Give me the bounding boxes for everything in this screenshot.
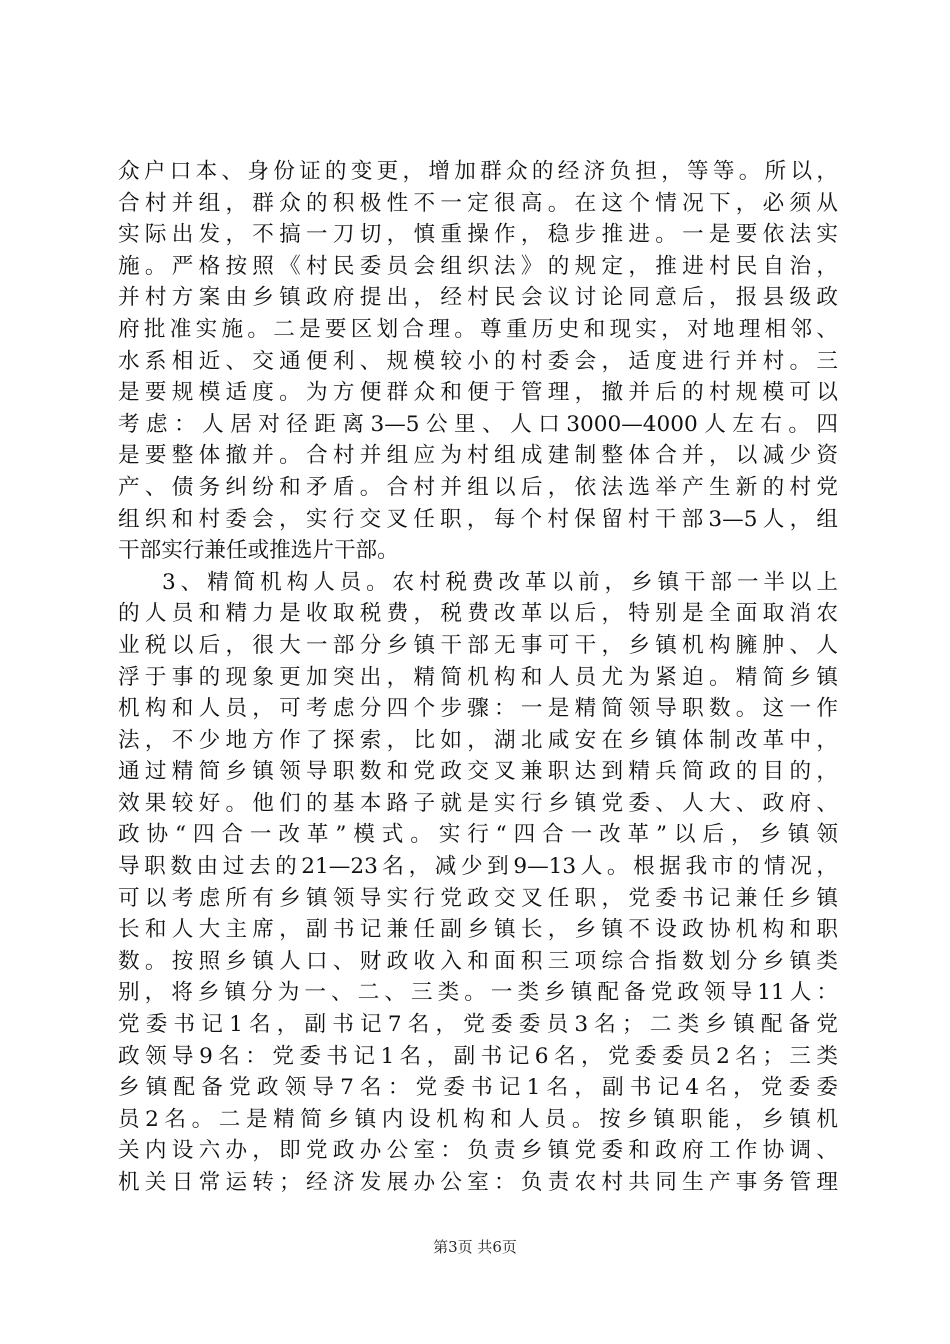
text-line: 机构和人员，可考虑分四个步骤：一是精简领导职数。这一作 bbox=[118, 696, 838, 722]
text-line: 产、债务纠纷和矛盾。合村并组以后，依法选举产生新的村党 bbox=[118, 474, 838, 500]
text-line: 党委书记1名，副书记7名，党委委员3名；二类乡镇配备党 bbox=[118, 1012, 838, 1038]
text-line: 施。严格按照《村民委员会组织法》的规定，推进村民自治， bbox=[118, 253, 838, 279]
text-line: 别，将乡镇分为一、二、三类。一类乡镇配备党政领导11人： bbox=[118, 980, 838, 1006]
text-line: 效果较好。他们的基本路子就是实行乡镇党委、人大、政府、 bbox=[118, 790, 838, 816]
page-footer bbox=[0, 1236, 950, 1257]
text-line: 乡镇配备党政领导7名：党委书记1名，副书记4名，党委委 bbox=[118, 1075, 838, 1101]
text-line: 政领导9名：党委书记1名，副书记6名，党委委员2名；三类 bbox=[118, 1043, 838, 1069]
text-line: 府批准实施。二是要区划合理。尊重历史和现实，对地理相邻、 bbox=[118, 316, 838, 342]
text-line: 通过精简乡镇领导职数和党政交叉兼职达到精兵简政的目的， bbox=[118, 759, 838, 785]
text-line: 数。按照乡镇人口、财政收入和面积三项综合指数划分乡镇类 bbox=[118, 948, 838, 974]
text-line: 水系相近、交通便利、规模较小的村委会，适度进行并村。三 bbox=[118, 348, 838, 374]
text-line: 机关日常运转；经济发展办公室：负责农村共同生产事务管理 bbox=[118, 1170, 838, 1195]
text-line: 并村方案由乡镇政府提出，经村民会议讨论同意后，报县级政 bbox=[118, 285, 838, 311]
text-line: 3、精简机构人员。农村税费改革以前，乡镇干部一半以上 bbox=[162, 569, 838, 595]
text-line: 业税以后，很大一部分乡镇干部无事可干，乡镇机构臃肿、人 bbox=[118, 632, 838, 658]
text-line: 长和人大主席，副书记兼任副乡镇长，乡镇不设政协机构和职 bbox=[118, 917, 838, 943]
text-line: 众户口本、身份证的变更，增加群众的经济负担，等等。所以， bbox=[118, 159, 838, 184]
text-line: 员2名。二是精简乡镇内设机构和人员。按乡镇职能，乡镇机 bbox=[118, 1106, 838, 1132]
text-line: 导职数由过去的21—23名，减少到9—13人。根据我市的情况， bbox=[118, 854, 838, 880]
text-line: 可以考虑所有乡镇领导实行党政交叉任职，党委书记兼任乡镇 bbox=[118, 885, 838, 911]
text-line: 是要规模适度。为方便群众和便于管理，撤并后的村规模可以 bbox=[118, 380, 838, 406]
text-line: 考虑：人居对径距离3—5公里、人口3000—4000人左右。四 bbox=[118, 411, 838, 437]
text-line: 组织和村委会，实行交叉任职，每个村保留村干部3—5人，组 bbox=[118, 506, 838, 532]
text-line: 浮于事的现象更加突出，精简机构和人员尤为紧迫。精简乡镇 bbox=[118, 664, 838, 690]
text-line: 是要整体撤并。合村并组应为村组成建制整体合并，以减少资 bbox=[118, 443, 838, 469]
text-line: 干部实行兼任或推选片干部。 bbox=[118, 538, 399, 564]
text-line: 政协“四合一改革”模式。实行“四合一改革”以后，乡镇领 bbox=[118, 822, 838, 848]
page-number-label: 第3页 共6页 bbox=[433, 1238, 517, 1256]
text-line: 合村并组，群众的积极性不一定很高。在这个情况下，必须从 bbox=[118, 190, 838, 216]
text-line: 关内设六办，即党政办公室：负责乡镇党委和政府工作协调、 bbox=[118, 1138, 838, 1164]
text-line: 的人员和精力是收取税费，税费改革以后，特别是全面取消农 bbox=[118, 601, 838, 627]
body-text bbox=[118, 156, 838, 1199]
text-line: 实际出发，不搞一刀切，慎重操作，稳步推进。一是要依法实 bbox=[118, 222, 838, 248]
text-line: 法，不少地方作了探索，比如，湖北咸安在乡镇体制改革中， bbox=[118, 727, 838, 753]
